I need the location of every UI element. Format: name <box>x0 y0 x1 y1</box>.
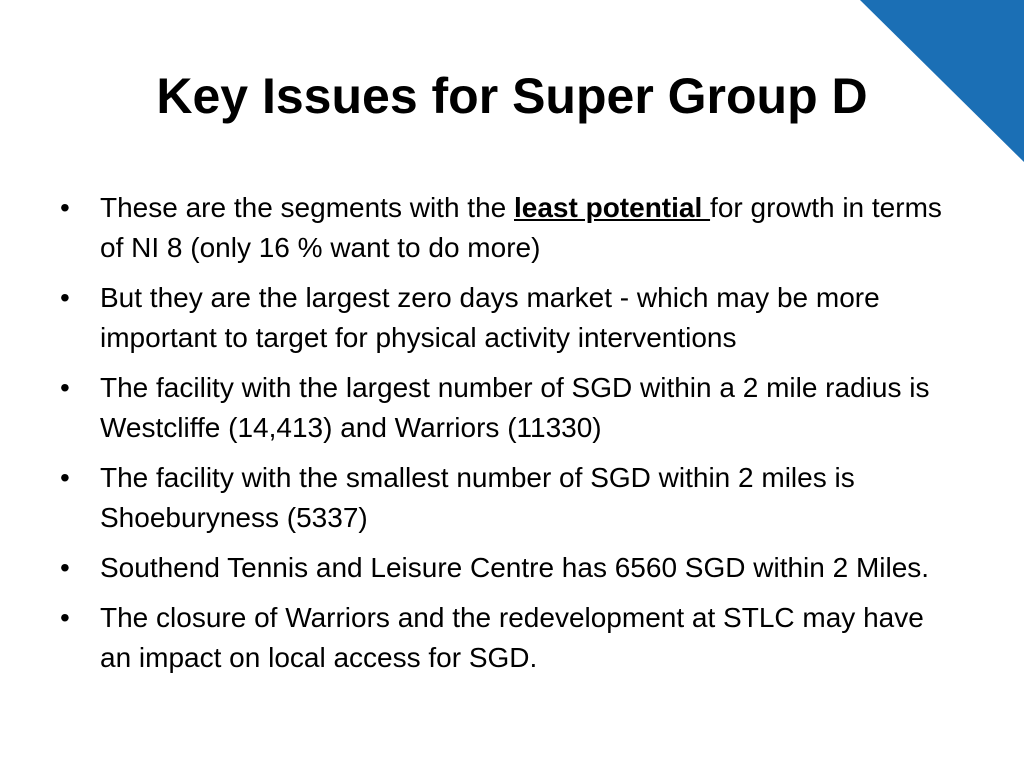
bullet-marker: • <box>60 282 70 313</box>
bullet-text: But they are the largest zero days market - which may be more important to target for physical activity interventions <box>100 282 880 353</box>
bullet-item <box>60 458 960 538</box>
bullet-text: The facility with the smallest number of SGD within 2 miles is Shoeburyness (5337) <box>100 462 871 533</box>
bullet-item <box>60 278 960 358</box>
bullet-item <box>60 368 960 448</box>
bullet-marker: • <box>60 192 70 223</box>
bullet-emphasis: least potential <box>514 192 711 223</box>
bullet-text: The closure of Warriors and the redevelopment at STLC may have an impact on local access for SGD. <box>100 602 924 673</box>
bullet-item <box>60 598 960 678</box>
bullet-list <box>60 188 960 688</box>
slide-title: Key Issues for Super Group D <box>156 68 868 124</box>
bullet-text: Southend Tennis and Leisure Centre has 6560 SGD within 2 Miles. <box>100 552 930 583</box>
bullet-marker: • <box>60 552 70 583</box>
bullet-text-lead: These are the segments with the <box>100 192 514 223</box>
bullet-text: The facility with the largest number of SGD within a 2 mile radius is Westcliffe (14,413) and Warriors (11330) <box>100 372 930 443</box>
bullet-item <box>60 548 960 588</box>
bullet-marker: • <box>60 602 70 633</box>
bullet-marker: • <box>60 462 70 493</box>
bullet-item <box>60 188 960 268</box>
bullet-marker: • <box>60 372 70 403</box>
bullet-text-tail: for growth in terms of NI 8 (only 16 % want to do more) <box>100 192 942 263</box>
